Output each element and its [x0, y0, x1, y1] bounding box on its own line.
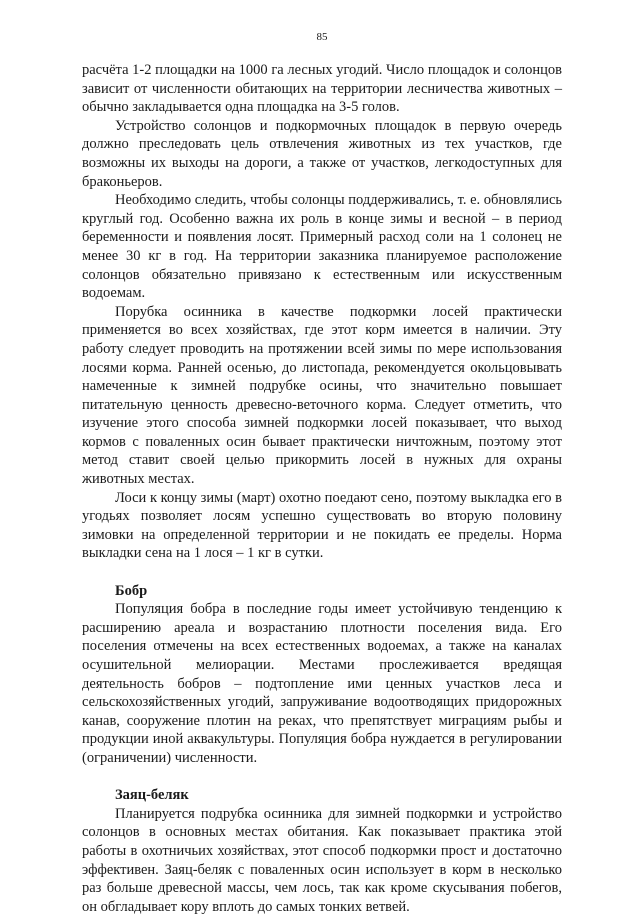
section-heading-hare: Заяц-беляк	[115, 787, 189, 804]
page-number: 85	[316, 31, 328, 43]
paragraph-salt-lick-density: расчёта 1-2 площадки на 1000 га лесных угодий. Число площадок и солонцов зависит от численности обитающих на территории лесничества животных – обычно закладывается одна площадка на 3-5 голов.	[82, 62, 562, 116]
section-gap	[82, 563, 562, 582]
section-heading-beaver: Бобр	[115, 582, 148, 599]
paragraph-beaver-population: Популяция бобра в последние годы имеет устойчивую тенденцию к расширению ареала и возрастанию плотности поселения вида. Его поселения отмечены на всех естественных водоемах, а также на каналах осушительной мелиорации. Местами прослеживается вредящая деятельность бобров – подтопление ими ценных участков леса и сельскохозяйственных угодий, запруживание водоотводящих придорожных канав, сооружение плотин на реках, что препятствует миграциям рыбы и продукции иной аквакультуры. Популяция бобра нуждается в регулировании (ограничении) численности.	[82, 601, 562, 766]
paragraph-hare-feeding: Планируется подрубка осинника для зимней подкормки и устройство солонцов в основных местах обитания. Как показывает практика этой работы в охотничьих хозяйствах, этот способ подкормки прост и достаточно эффективен. Заяц-беляк с поваленных осин использует в корм в несколько раз больше древесной массы, чем лось, так как кроме скусывания побегов, он обгладывает кору вплоть до самых тонких ветвей.	[82, 805, 562, 915]
paragraph-salt-lick-maintenance: Необходимо следить, чтобы солонцы поддерживались, т. е. обновлялись круглый год. Особенно важна их роль в конце зимы и весной – в период беременности и появления лосят. Примерный расход соли на 1 солонец не менее 30 кг в год. На территории заказника планируемое расположение солонцов обязательно привязано к естественным или искусственным водоемам.	[82, 192, 563, 302]
paragraph-hay-feeding: Лоси к концу зимы (март) охотно поедают сено, поэтому выкладка его в угодьях позволяет лосям успешно существовать во вторую половину зимовки на определенной территории и не покидать ее пределы. Норма выкладки сена на 1 лося – 1 кг в сутки.	[82, 489, 562, 562]
paragraph-salt-lick-placement: Устройство солонцов и подкормочных площадок в первую очередь должно преследовать цель отвлечения животных из тех участков, где возможны их выходы на дороги, а также от участков, легкодоступных для браконьеров.	[82, 117, 562, 190]
page-body	[82, 61, 562, 916]
paragraph-aspen-feeding: Порубка осинника в качестве подкормки лосей практически применяется во всех хозяйствах, где этот корм имеется в наличии. Эту работу следует проводить на протяжении всей зимы по мере использования лосями корма. Ранней осенью, до листопада, рекомендуется окольцовывать намеченные к зимней подрубке осины, что значительно повышает питательную ценность древесно-веточного корма. Следует отметить, что изучение этого способа зимней подкормки лосей показывает, что выход кормов с поваленных осин бывает практически ничтожным, поэтому этот метод ставит своей целью прикормить лосей в нужных для охраны животных местах.	[82, 303, 562, 488]
section-gap	[82, 768, 562, 787]
